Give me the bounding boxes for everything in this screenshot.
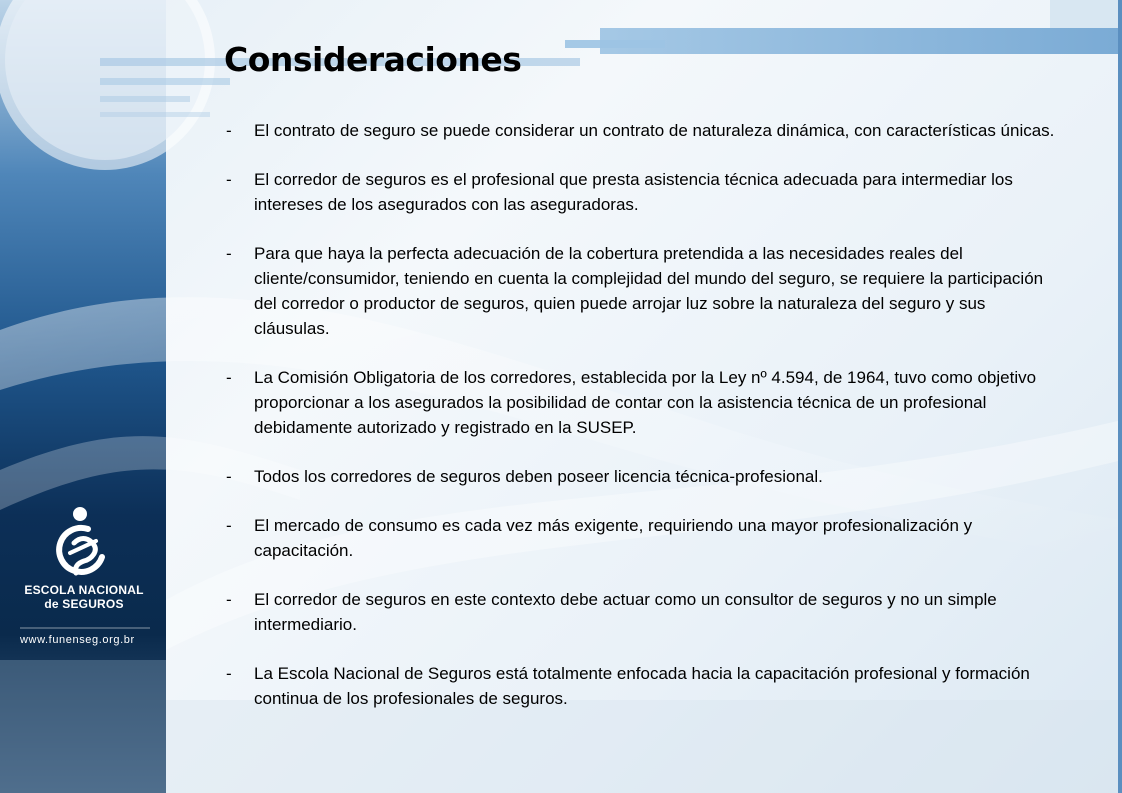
bullet-text: El corredor de seguros en este contexto debe actuar como un consultor de seguros y no un simple intermediario.	[254, 590, 997, 634]
bullet-dash: -	[226, 121, 232, 140]
bullet-dash: -	[226, 664, 232, 683]
bullet-item	[226, 167, 1056, 217]
right-edge-strip	[1118, 0, 1122, 793]
bullet-text: Todos los corredores de seguros deben poseer licencia técnica-profesional.	[254, 467, 823, 486]
bullet-item	[226, 513, 1056, 563]
sidebar-bottom-panel	[0, 660, 166, 793]
bullet-list	[226, 118, 1056, 735]
bullet-item	[226, 661, 1056, 711]
bullet-item	[226, 118, 1056, 143]
bullet-dash: -	[226, 170, 232, 189]
top-accent-bar-5	[100, 96, 190, 102]
logo-url: www.funenseg.org.br	[20, 634, 135, 646]
top-accent-bar-6	[100, 112, 210, 117]
top-accent-bar-4	[100, 78, 230, 85]
logo-name-line2: de SEGUROS	[44, 597, 124, 611]
logo	[18, 505, 150, 611]
bullet-item	[226, 365, 1056, 440]
bullet-item	[226, 464, 1056, 489]
logo-name-line1: ESCOLA NACIONAL	[24, 583, 144, 597]
bullet-text: Para que haya la perfecta adecuación de la cobertura pretendida a las necesidades reales del cliente/consumidor, teniendo en cuenta la complejidad del mundo del seguro, se requiere la participación del corredor o productor de seguros, quien puede arrojar luz sobre la naturaleza del seguro y sus cláusulas.	[254, 244, 1044, 338]
bullet-dash: -	[226, 590, 232, 609]
bullet-dash: -	[226, 368, 232, 387]
bullet-item	[226, 241, 1056, 341]
bullet-dash: -	[226, 516, 232, 535]
bullet-text: La Comisión Obligatoria de los corredores, establecida por la Ley nº 4.594, de 1964, tuvo como objetivo proporcionar a los asegurados la posibilidad de contar con la asistencia técnica de un profesional debidamente autorizado y registrado en la SUSEP.	[254, 368, 1037, 437]
bullet-dash: -	[226, 467, 232, 486]
bullet-text: El mercado de consumo es cada vez más exigente, requiriendo una mayor profesionalización y capacitación.	[254, 516, 973, 560]
top-accent-bar-7	[1050, 0, 1118, 28]
top-accent-bar-2	[565, 40, 665, 48]
bullet-item	[226, 587, 1056, 637]
top-accent-bar-main	[600, 28, 1118, 54]
bullet-text: El contrato de seguro se puede considerar un contrato de naturaleza dinámica, con características únicas.	[254, 121, 1055, 140]
bullet-dash: -	[226, 244, 232, 263]
bullet-text: El corredor de seguros es el profesional que presta asistencia técnica adecuada para intermediar los intereses de los asegurados con las aseguradoras.	[254, 170, 1013, 214]
page-title: Consideraciones	[224, 40, 522, 79]
funenseg-logo-icon	[52, 505, 116, 583]
bullet-text: La Escola Nacional de Seguros está totalmente enfocada hacia la capacitación profesional y formación continua de los profesionales de seguros.	[254, 664, 1030, 708]
